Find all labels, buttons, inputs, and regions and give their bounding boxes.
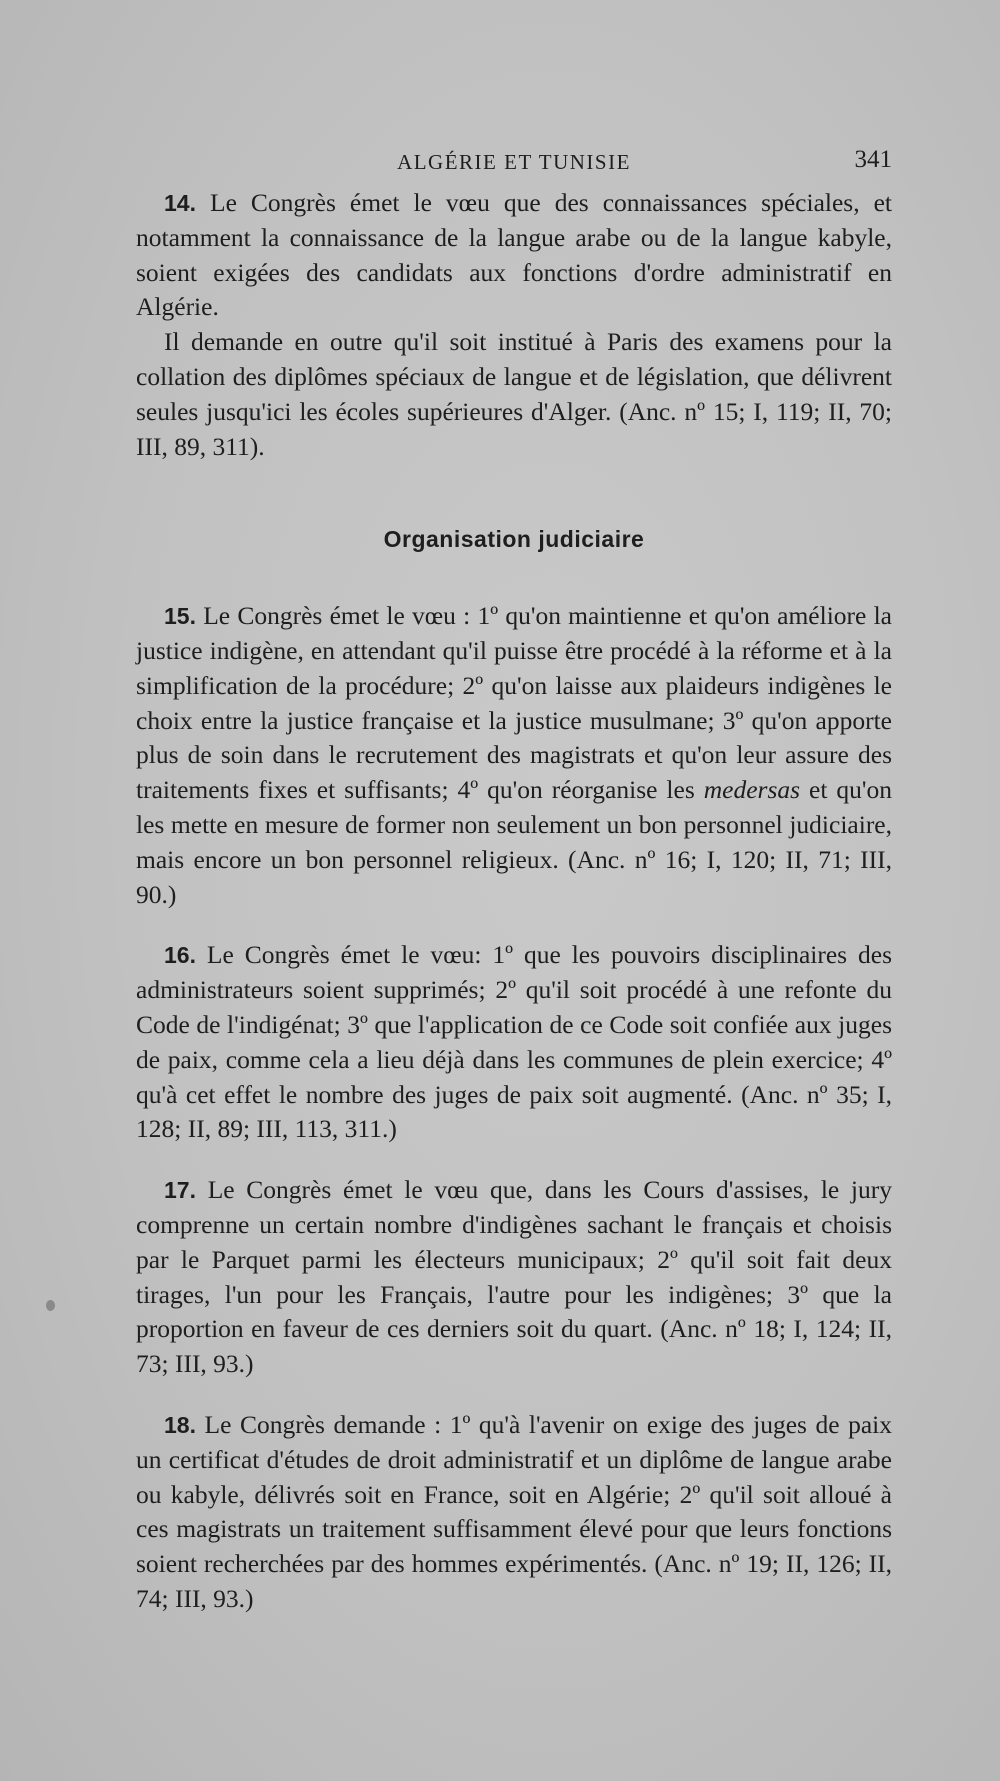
paragraph-text-part-2: et qu'on les mette en mesure de former non seulement un bon personnel judiciaire, mais encore un bon personnel religieux. (Anc. nº 16; I, 120; II, 71; III, 90.) bbox=[136, 775, 893, 909]
running-header bbox=[136, 146, 892, 180]
paragraph-text: Le Congrès émet le vœu que, dans les Cours d'assises, le jury comprenne un certain nombre d'indigènes sachant le français et choisis par le Parquet parmi les électeurs municipaux; 2º qu'il soit fait deux tirages, l'un pour les Français, l'autre pour les indigènes; 3º que la proportion en faveur de ces derniers soit du quart. (Anc. nº 18; I, 124; II, 73; III, 93.) bbox=[136, 1175, 893, 1379]
paragraph-number: 18. bbox=[164, 1411, 196, 1438]
italic-term: medersas bbox=[703, 775, 801, 805]
paragraph-number: 16. bbox=[164, 942, 196, 969]
paragraph-number: 15. bbox=[164, 603, 196, 630]
paragraph-text: Le Congrès émet le vœu que des connaissances spéciales, et notamment la connaissance de la langue arabe ou de la langue kabyle, soient exigées des candidats aux fonctions d'ordre administratif en Algérie. bbox=[136, 188, 893, 322]
paragraph-14-continued bbox=[136, 325, 892, 464]
paragraph-text: Le Congrès émet le vœu: 1º que les pouvoirs disciplinaires des administrateurs soient supprimés; 2º qu'il soit procédé à une refonte du Code de l'indigénat; 3º que l'application de ce Code soit confiée aux juges de paix, comme cela a lieu déjà dans les communes de plein exercice; 4º qu'à cet effet le nombre des juges de paix soit augmenté. (Anc. nº 35; I, 128; II, 89; III, 113, 311.) bbox=[136, 940, 893, 1144]
paragraph-text: Le Congrès demande : 1º qu'à l'avenir on exige des juges de paix un certificat d'études de droit administratif et un diplôme de langue arabe ou kabyle, délivrés soit en France, soit en Algérie; 2º qu'il soit alloué à ces magistrats un traitement suffisamment élevé pour que leurs fonctions soient recherchées par des hommes expérimentés. (Anc. nº 19; II, 126; II, 74; III, 93.) bbox=[136, 1409, 893, 1613]
paragraph-text: Il demande en outre qu'il soit institué à Paris des examens pour la collation des diplômes spéciaux de langue et de législation, que délivrent seules jusqu'ici les écoles supérieures d'Alger. (Anc. nº 15; I, 119; II, 70; III, 89, 311). bbox=[136, 327, 892, 461]
paragraph-15 bbox=[136, 599, 892, 912]
paragraph-number: 14. bbox=[164, 190, 196, 216]
paragraph-number: 17. bbox=[164, 1177, 196, 1204]
section-heading: Organisation judiciaire bbox=[383, 526, 645, 553]
paragraph-text-part-1: Le Congrès émet le vœu : 1º qu'on maintienne et qu'on améliore la justice indigène, en attendant qu'il puisse être procédé à la réforme et à la simplification de la procédure; 2º qu'on laisse aux plaideurs indigènes le choix entre la justice française et la justice musulmane; 3º qu'on apporte plus de soin dans le recrutement des magistrats et qu'on leur assure des traitements fixes et suffisants; 4º qu'on réorganise les bbox=[136, 601, 892, 805]
paragraph-17 bbox=[136, 1173, 892, 1382]
body-text bbox=[136, 186, 892, 1617]
paper-speck bbox=[46, 1300, 55, 1311]
page-number: 341 bbox=[854, 146, 892, 173]
paragraph-18 bbox=[136, 1408, 892, 1617]
paragraph-16 bbox=[136, 938, 892, 1147]
running-title: ALGÉRIE ET TUNISIE bbox=[397, 150, 631, 174]
paragraph-14 bbox=[136, 186, 892, 325]
